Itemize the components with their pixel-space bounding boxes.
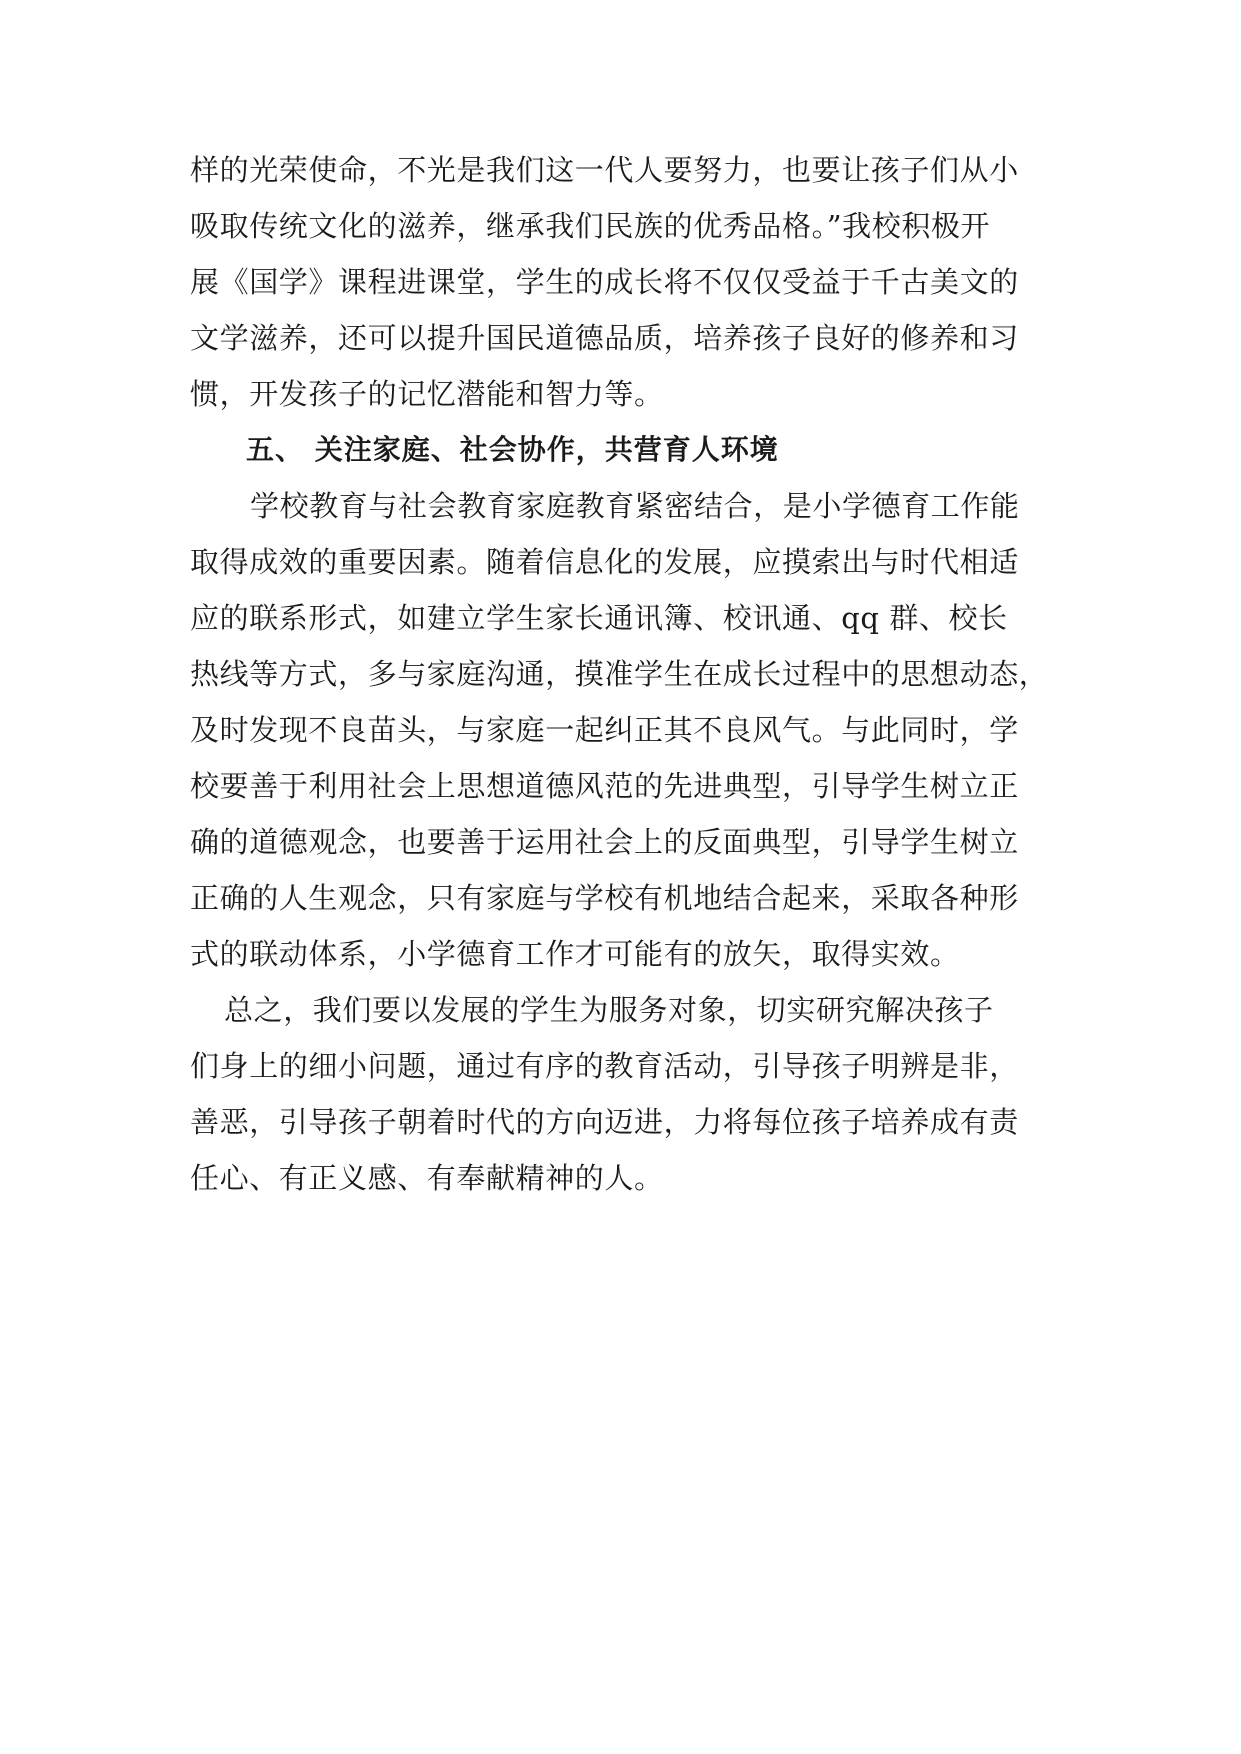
paragraph-line: 吸取传统文化的滋养，继承我们民族的优秀品格。”我校积极开 (190, 209, 991, 243)
paragraph-line: 式的联动体系，小学德育工作才可能有的放矢，取得实效。 (190, 937, 960, 971)
section-heading: 五、 关注家庭、社会协作，共营育人环境 (246, 433, 779, 466)
paragraph-line: 应的联系形式，如建立学生家长通讯簿、校讯通、qq 群、校长 (190, 601, 1008, 635)
paragraph-line: 及时发现不良苗头，与家庭一起纠正其不良风气。与此同时，学 (190, 713, 1019, 747)
paragraph-line: 善恶，引导孩子朝着时代的方向迈进，力将每位孩子培养成有责 (190, 1105, 1019, 1139)
paragraph-line: 确的道德观念，也要善于运用社会上的反面典型，引导学生树立 (190, 825, 1019, 859)
paragraph-line: 学校教育与社会教育家庭教育紧密结合，是小学德育工作能 (250, 489, 1020, 523)
paragraph-line: 校要善于利用社会上思想道德风范的先进典型，引导学生树立正 (190, 769, 1019, 803)
paragraph-line: 们身上的细小问题，通过有序的教育活动，引导孩子明辨是非， (190, 1049, 1019, 1083)
paragraph-line: 取得成效的重要因素。随着信息化的发展，应摸索出与时代相适 (190, 545, 1019, 579)
paragraph-line: 总之，我们要以发展的学生为服务对象，切实研究解决孩子 (224, 993, 994, 1027)
paragraph-line: 展《国学》课程进课堂，学生的成长将不仅仅受益于千古美文的 (190, 265, 1019, 299)
paragraph-line: 正确的人生观念，只有家庭与学校有机地结合起来，采取各种形 (190, 881, 1019, 915)
paragraph-line: 样的光荣使命，不光是我们这一代人要努力，也要让孩子们从小 (190, 153, 1019, 187)
paragraph-line: 文学滋养，还可以提升国民道德品质，培养孩子良好的修养和习 (190, 321, 1019, 355)
paragraph-line: 惯，开发孩子的记忆潜能和智力等。 (190, 377, 664, 411)
paragraph-line: 热线等方式，多与家庭沟通，摸准学生在成长过程中的思想动态， (190, 657, 1049, 691)
paragraph-line: 任心、有正义感、有奉献精神的人。 (190, 1161, 664, 1195)
